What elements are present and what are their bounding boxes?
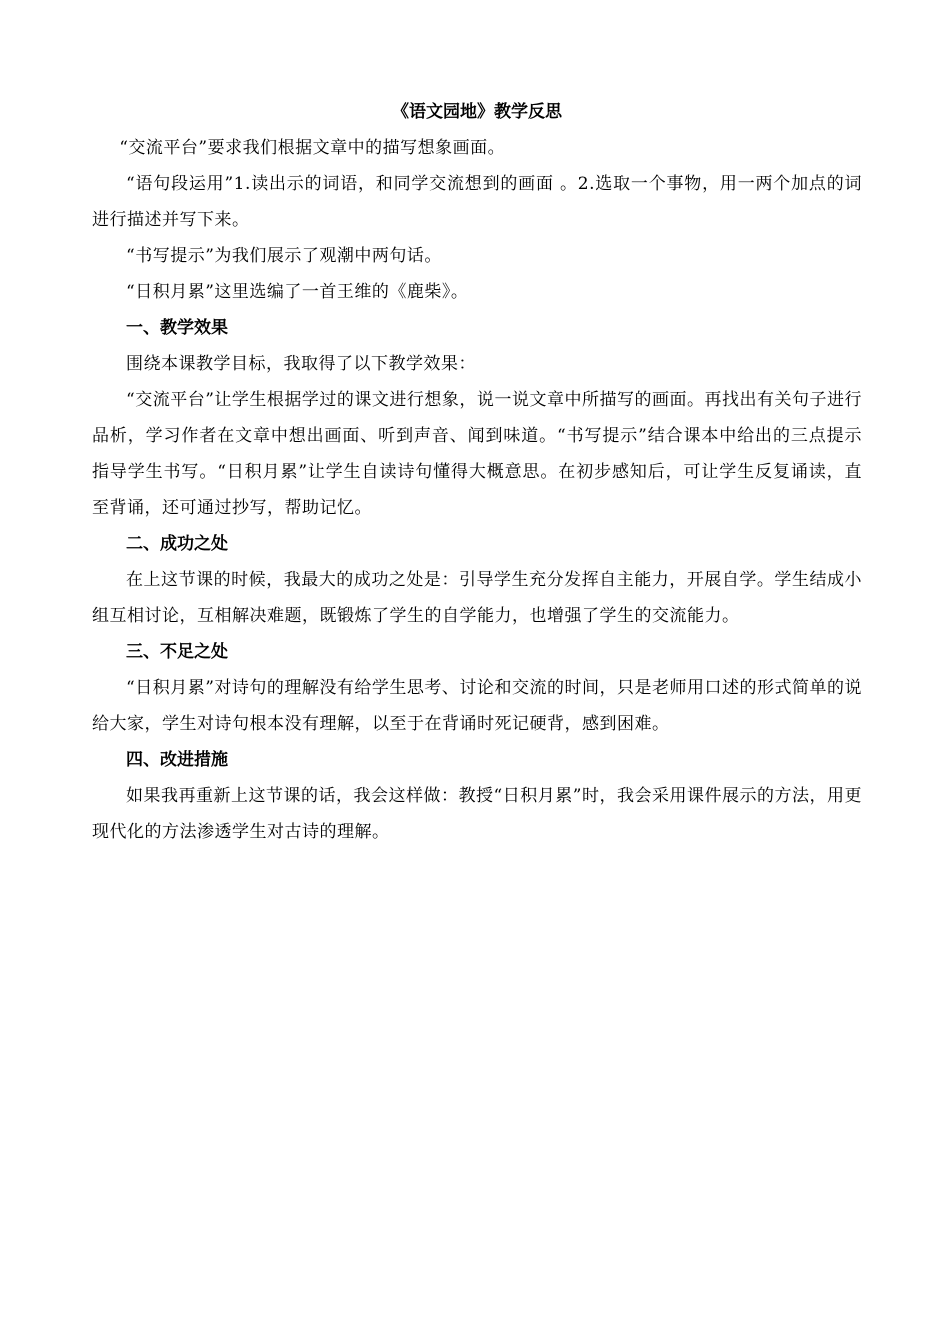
intro-paragraph: “交流平台”要求我们根据文章中的描写想象画面。 bbox=[119, 138, 506, 158]
intro-paragraph: “书写提示”为我们展示了观潮中两句话。 bbox=[126, 246, 442, 266]
section-paragraph: 在上这节课的时候，我最大的成功之处是：引导学生充分发挥自主能力，开展自学。学生结成小组互相讨论，互相解决难题，既锻炼了学生的自学能力，也增强了学生的交流能力。 bbox=[92, 570, 862, 626]
section-heading-shortcomings: 三、不足之处 bbox=[126, 642, 228, 662]
section-paragraph: “交流平台”让学生根据学过的课文进行想象，说一说文章中所描写的画面。再找出有关句子进行品析，学习作者在文章中想出画面、听到声音、闻到味道。“书写提示”结合课本中给出的三点提示指导学生书写。“日积月累”让学生自读诗句懂得大概意思。在初步感知后，可让学生反复诵读，直至背诵，还可通过抄写，帮助记忆。 bbox=[92, 390, 862, 518]
section-heading-success: 二、成功之处 bbox=[126, 534, 228, 554]
section-heading-improvement: 四、改进措施 bbox=[126, 750, 228, 770]
section-paragraph: 围绕本课教学目标，我取得了以下教学效果： bbox=[126, 354, 476, 374]
document-page bbox=[92, 94, 862, 850]
section-paragraph: 如果我再重新上这节课的话，我会这样做：教授“日积月累”时，我会采用课件展示的方法，用更现代化的方法渗透学生对古诗的理解。 bbox=[92, 786, 862, 842]
section-heading-effect: 一、教学效果 bbox=[126, 318, 228, 338]
section-paragraph: “日积月累”对诗句的理解没有给学生思考、讨论和交流的时间，只是老师用口述的形式简单的说给大家，学生对诗句根本没有理解，以至于在背诵时死记硬背，感到困难。 bbox=[92, 678, 862, 734]
intro-paragraph: “语句段运用”1.读出示的词语，和同学交流想到的画面 。2.选取一个事物，用一两个加点的词进行描述并写下来。 bbox=[92, 174, 862, 230]
intro-paragraph: “日积月累”这里选编了一首王维的《鹿柴》。 bbox=[126, 282, 469, 302]
document-title: 《语文园地》教学反思 bbox=[392, 102, 562, 122]
